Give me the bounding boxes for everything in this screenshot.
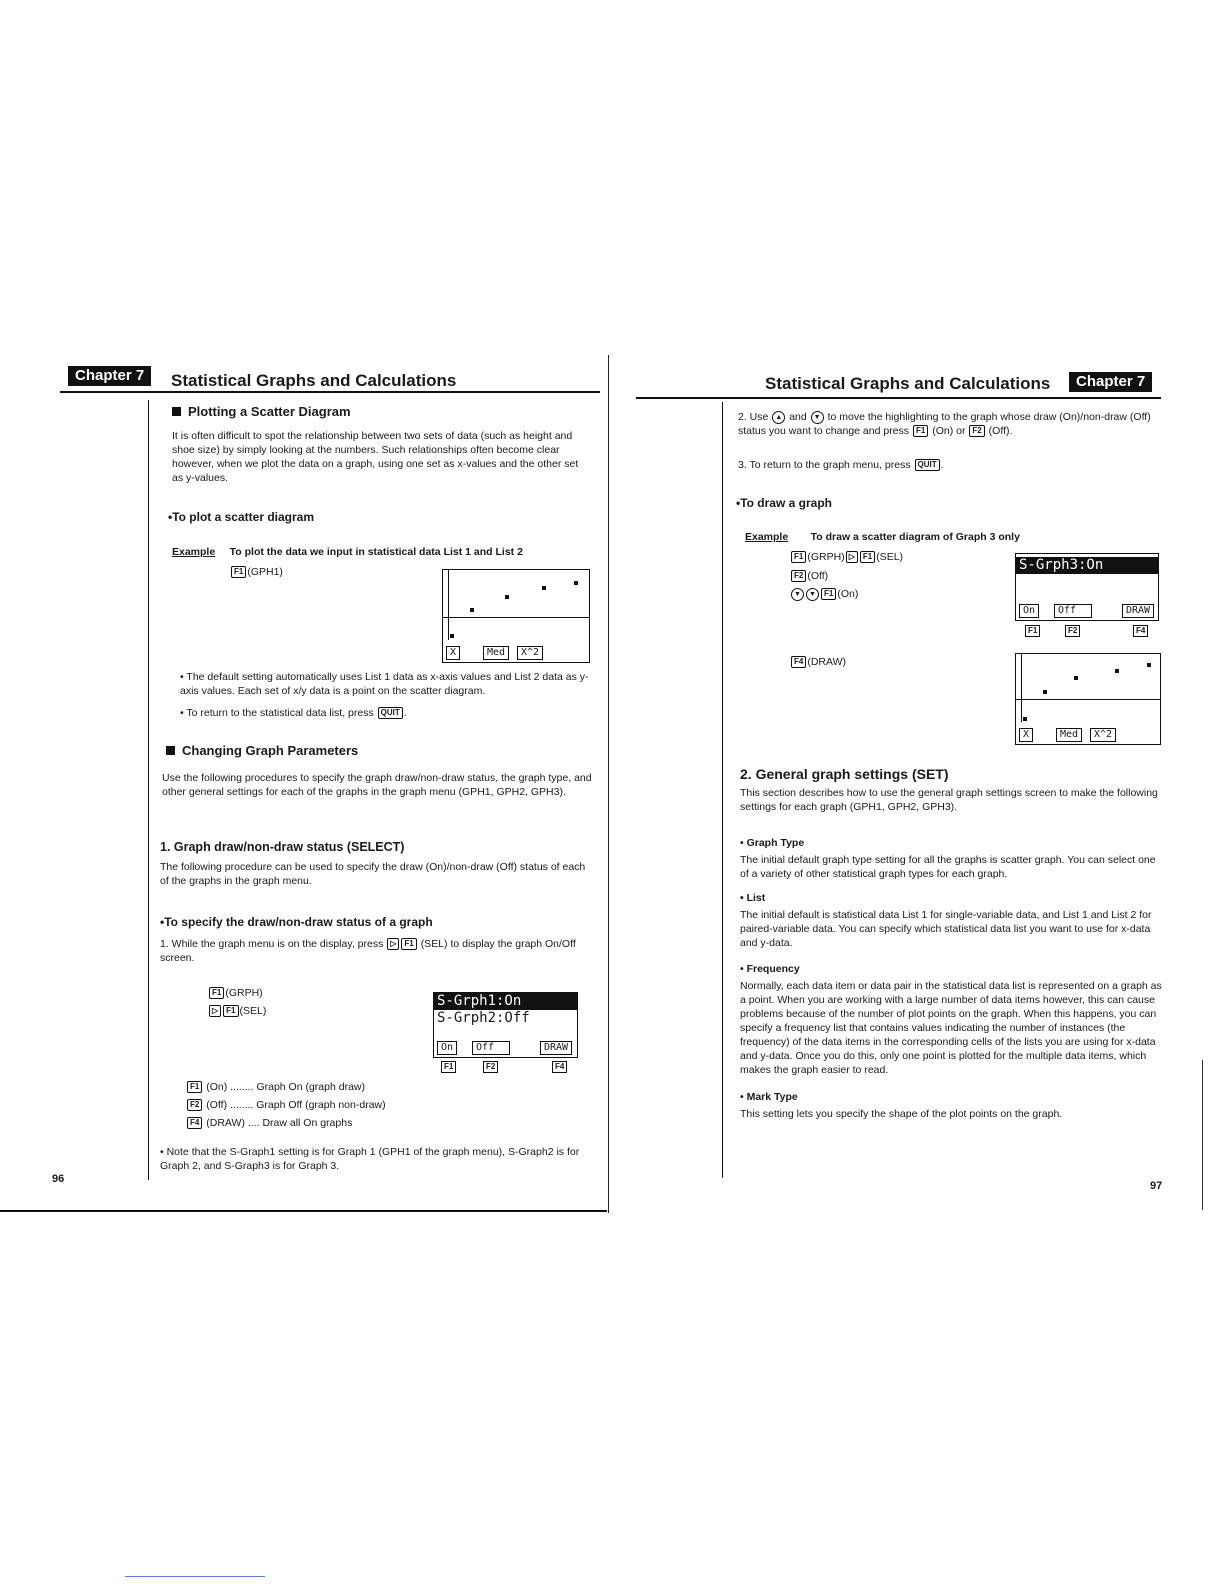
f1-key-icon: F1 — [209, 987, 224, 999]
note-return: • To return to the statistical data list, press QUIT . — [180, 707, 407, 719]
specify-heading: •To specify the draw/non-draw status of a graph — [160, 915, 433, 929]
quit-key-icon: QUIT — [915, 459, 940, 471]
f1-key-icon: F1 — [821, 588, 836, 600]
item-list-title: • List — [740, 892, 766, 904]
x-axis-line — [443, 617, 589, 618]
f2-key-icon: F2 — [1065, 625, 1080, 637]
menu-tab-on: On — [1019, 604, 1039, 618]
calculator-screen-scatter-graph3 — [1015, 653, 1161, 745]
seq-grph: F1 (GRPH) — [208, 986, 263, 1000]
example1 — [172, 542, 523, 560]
menu-tab-on: On — [437, 1041, 457, 1055]
f1-key-icon: F1 — [1025, 625, 1040, 637]
calculator-screen-graph3 — [1015, 553, 1159, 621]
general-heading: 2. General graph settings (SET) — [740, 766, 949, 782]
f1-key-icon: F1 — [913, 425, 928, 437]
menu-tab-off: Off — [1054, 604, 1092, 618]
ex2-line2: F2 (Off) — [790, 569, 828, 583]
screen-line-highlight: S-Grph3:On — [1016, 557, 1158, 574]
f1-key-icon: F1 — [441, 1061, 456, 1073]
general-text: This section describes how to use the general graph settings screen to make the following settings for each graph (GPH1, GPH2, GPH3). — [740, 787, 1158, 813]
scatter-intro: It is often difficult to spot the relationship between two sets of data (such as height and shoe size) by simply looking at the numbers. Such relationships often become clear however, when we plot the data on a graph, using one set as x-values and the other set as y-values. — [172, 430, 579, 484]
select-text: The following procedure can be used to specify the draw (On)/non-draw (Off) status of each of the graphs in the graph menu. — [160, 861, 586, 887]
y-axis-line — [1021, 654, 1022, 722]
menu-tab-draw: DRAW — [1122, 604, 1154, 618]
column-rule-right — [722, 402, 723, 1178]
f1-key-icon: F1 — [860, 551, 875, 563]
f2-key-icon: F2 — [483, 1061, 498, 1073]
right-arrow-key-icon: ▷ — [209, 1005, 221, 1017]
ex2-line1: F1 (GRPH) ▷ F1 (SEL) — [790, 550, 903, 564]
item-graph-type-text: The initial default graph type setting for all the graphs is scatter graph. You can select one of a variety of other statistical graph types for each graph. — [740, 854, 1156, 880]
page-title-right: Statistical Graphs and Calculations — [765, 374, 1051, 393]
page-number-right: 97 — [1150, 1180, 1163, 1192]
bottom-link-line — [125, 1576, 265, 1577]
select-heading: 1. Graph draw/non-draw status (SELECT) — [160, 840, 405, 854]
menu-tab-med: Med — [483, 646, 509, 660]
f4-key-icon: F4 — [1133, 625, 1148, 637]
draw-step: F4 (DRAW) — [790, 655, 846, 669]
item-mark-type-text: This setting lets you specify the shape of the plot points on the graph. — [740, 1108, 1063, 1120]
scatter-point — [1023, 717, 1027, 721]
down-arrow-key-icon: ▼ — [806, 588, 819, 601]
screen-line-highlight: S-Grph1:On — [434, 993, 577, 1010]
menu-tab-x: X — [446, 646, 460, 660]
to-plot-heading: •To plot a scatter diagram — [168, 510, 315, 524]
changing-heading: Changing Graph Parameters — [166, 743, 358, 758]
calculator-screen-onoff — [433, 992, 578, 1058]
menu-tab-off: Off — [472, 1041, 510, 1055]
f1-key-icon: F1 — [401, 938, 416, 950]
item-frequency-title: • Frequency — [740, 963, 800, 975]
right-edge-line — [1202, 1060, 1203, 1210]
f4-key-icon: F4 — [187, 1117, 202, 1129]
scatter-point — [1043, 690, 1047, 694]
fn-item-on: F1 (On) ........ Graph On (graph draw) — [186, 1080, 365, 1094]
changing-text: Use the following procedures to specify the graph draw/non-draw status, the graph type, and other general settings for each of the graphs in the graph menu (GPH1, GPH2, GPH3). — [162, 772, 592, 798]
menu-tab-x2: X^2 — [1090, 728, 1116, 742]
down-arrow-key-icon: ▼ — [791, 588, 804, 601]
step1: 1. While the graph menu is on the display, press ▷ F1 (SEL) to display the graph On/Off screen. — [160, 938, 576, 964]
menu-tab-x: X — [1019, 728, 1033, 742]
example1-text: To plot the data we input in statistical data List 1 and List 2 — [229, 546, 523, 558]
bottom-rule-left — [0, 1210, 607, 1212]
scatter-point — [470, 608, 474, 612]
menu-tab-x2: X^2 — [517, 646, 543, 660]
f2-key-icon: F2 — [969, 425, 984, 437]
note-default-setting: • The default setting automatically uses List 1 data as x-axis values and List 2 data as y-axis values. Each set of x/y data is a point on the scatter diagram. — [180, 671, 589, 697]
scatter-point — [574, 581, 578, 585]
right-arrow-key-icon: ▷ — [387, 938, 399, 950]
f2-key-icon: F2 — [187, 1099, 202, 1111]
note-sgraph: • Note that the S-Graph1 setting is for Graph 1 (GPH1 of the graph menu), S-Graph2 is for Graph 2, and S-Graph3 is for Graph 3. — [160, 1146, 580, 1172]
scatter-point — [450, 634, 454, 638]
item-list-text: The initial default is statistical data List 1 for single-variable data, and List 1 and List 2 for paired-variable data. You can specify which statistical data list you want to use for x-data and y-data. — [740, 909, 1152, 949]
calculator-screen-scatter — [442, 569, 590, 663]
example-label: Example — [172, 546, 216, 558]
f2-key-icon: F2 — [791, 570, 806, 582]
ex2-line3: ▼ ▼ F1 (On) — [790, 587, 858, 601]
quit-key-icon: QUIT — [378, 707, 403, 719]
item-frequency-text: Normally, each data item or data pair in the statistical data list is represented on a graph as a point. When you are working with a large number of data items however, this can cause problems because of the number of plot points on the graph. When this happens, you can specify a frequency list that contains values indicating the number of instances (the frequency) of the data items in the corresponding cells of the lists you are using for x-data and y-data. Once you do this, only one point is plotted for the multiple data items, which makes the graph easier to read. — [740, 980, 1162, 1076]
fn-item-draw: F4 (DRAW) .... Draw all On graphs — [186, 1116, 352, 1130]
step2: 2. Use ▲ and ▼ to move the highlighting to the graph whose draw (On)/non-draw (Off) status you want to change and press F1 (On) or F2 (Off). — [738, 411, 1151, 437]
f1-key-icon: F1 — [187, 1081, 202, 1093]
right-arrow-key-icon: ▷ — [846, 551, 858, 563]
menu-tab-draw: DRAW — [540, 1041, 572, 1055]
example2-text: To draw a scatter diagram of Graph 3 only — [810, 531, 1020, 543]
chapter-tag-right: Chapter 7 — [1069, 372, 1152, 392]
f4-key-icon: F4 — [552, 1061, 567, 1073]
f1-key-icon: F1 — [223, 1005, 238, 1017]
scatter-heading: Plotting a Scatter Diagram — [172, 404, 351, 419]
square-bullet-icon — [172, 407, 181, 416]
gutter-line — [608, 355, 609, 1213]
down-arrow-key-icon: ▼ — [811, 411, 824, 424]
up-arrow-key-icon: ▲ — [772, 411, 785, 424]
header-rule-left — [60, 391, 600, 393]
scatter-point — [1074, 676, 1078, 680]
page-title-left: Statistical Graphs and Calculations — [171, 371, 457, 390]
header-rule-right — [636, 397, 1161, 399]
column-rule-left — [148, 400, 149, 1180]
y-axis-line — [448, 570, 449, 640]
example1-keys: F1 (GPH1) — [230, 565, 283, 579]
fn-item-off: F2 (Off) ........ Graph Off (graph non-draw) — [186, 1098, 386, 1112]
item-mark-type-title: • Mark Type — [740, 1091, 798, 1103]
f1-key-icon: F1 — [791, 551, 806, 563]
square-bullet-icon — [166, 746, 175, 755]
f4-key-icon: F4 — [791, 656, 806, 668]
menu-tab-med: Med — [1056, 728, 1082, 742]
chapter-tag-left: Chapter 7 — [68, 366, 151, 386]
scatter-point — [1115, 669, 1119, 673]
to-draw-heading: •To draw a graph — [736, 496, 832, 510]
f1-key-icon: F1 — [231, 566, 246, 578]
screen-line: S-Grph2:Off — [437, 1010, 530, 1026]
item-graph-type-title: • Graph Type — [740, 837, 805, 849]
seq-sel: ▷ F1 (SEL) — [208, 1004, 266, 1018]
page-number-left: 96 — [52, 1173, 65, 1185]
example2 — [745, 527, 1020, 545]
example-label: Example — [745, 531, 789, 543]
scatter-point — [542, 586, 546, 590]
step3: 3. To return to the graph menu, press QUIT . — [738, 459, 944, 471]
scatter-point — [505, 595, 509, 599]
scatter-point — [1147, 663, 1151, 667]
x-axis-line — [1016, 699, 1160, 700]
